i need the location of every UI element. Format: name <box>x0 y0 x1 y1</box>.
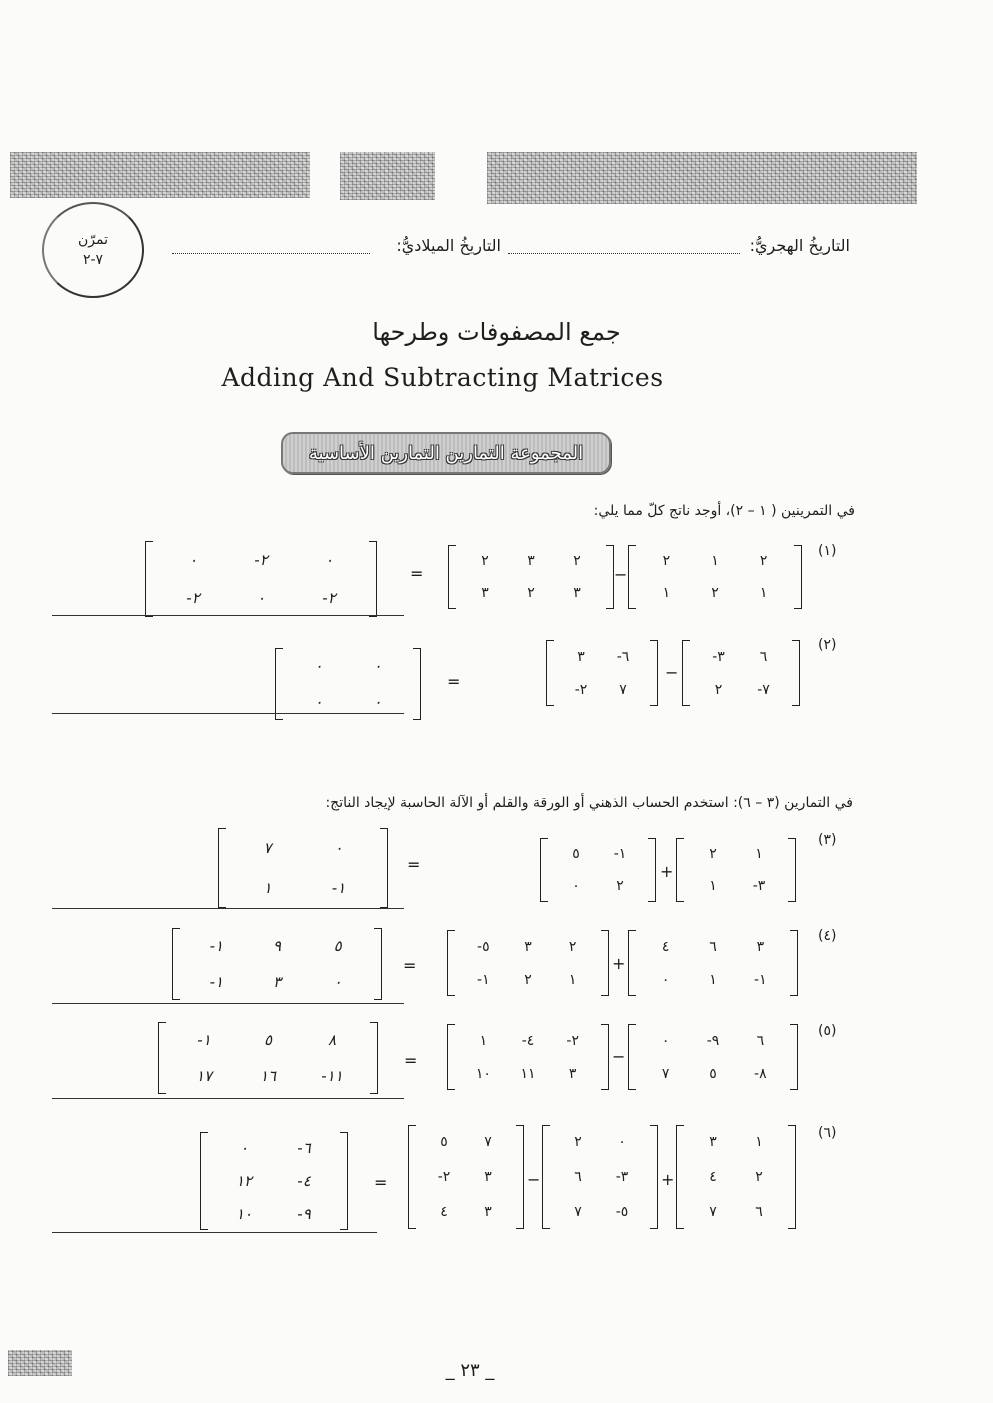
matrix-grid <box>289 648 407 720</box>
matrix-entry: ٥- <box>615 1203 629 1220</box>
matrix-entry: ٩ <box>272 937 282 955</box>
header-pattern-left <box>10 152 310 198</box>
left-bracket <box>540 838 548 902</box>
answer-line <box>52 1003 404 1004</box>
equals-sign: = <box>410 564 424 583</box>
matrix-entry: ٢ <box>527 585 535 601</box>
operator-1: + <box>660 862 674 881</box>
left-bracket <box>275 648 283 720</box>
right-bracket <box>601 1024 609 1090</box>
matrix-a <box>628 1024 798 1090</box>
matrix-entry: ٠ <box>314 657 323 675</box>
matrix-entry: ١- <box>209 937 224 955</box>
equals-sign: = <box>403 956 417 975</box>
exercise-number: (١) <box>818 543 837 559</box>
left-bracket <box>172 928 180 1000</box>
matrix-grid <box>690 1125 782 1229</box>
matrix-entry: ٧ <box>619 681 627 698</box>
matrix-entry: ٠ <box>314 693 323 711</box>
matrix-entry: ٧- <box>757 681 770 698</box>
matrix-entry: ٢ <box>574 1134 582 1151</box>
title-arabic: جمع المصفوفات وطرحها <box>372 318 621 346</box>
matrix-entry: ٠ <box>661 971 670 988</box>
left-bracket <box>145 541 153 617</box>
left-bracket <box>628 545 636 609</box>
matrix-c <box>408 1125 524 1229</box>
matrix-entry: ٢ <box>568 938 577 955</box>
answer-line <box>52 1232 377 1233</box>
matrix-b <box>447 1024 609 1090</box>
matrix-entry: ٦ <box>759 648 768 665</box>
left-bracket <box>408 1125 416 1229</box>
right-bracket <box>369 541 377 617</box>
badge-number: ٧-٢ <box>82 252 104 268</box>
instruction-2: في التمارين (٣ – ٦): استخدم الحساب الذهني أو الورقة والقلم أو الآلة الحاسبة لإيجاد الناتج: <box>325 795 853 811</box>
matrix-entry: ٠ <box>618 1134 626 1151</box>
matrix-entry: ٢- <box>574 681 588 698</box>
matrix-entry: ٦- <box>297 1139 311 1158</box>
matrix-entry: ١- <box>197 1031 211 1049</box>
matrix-entry: ٢ <box>662 553 671 569</box>
right-bracket <box>606 545 614 609</box>
matrix-grid <box>554 838 642 902</box>
matrix-a <box>676 1125 796 1229</box>
hijri-date-field <box>508 252 740 254</box>
left-bracket <box>448 545 456 609</box>
operator-2: − <box>527 1170 541 1189</box>
matrix-entry: ٣- <box>615 1168 629 1185</box>
answer-matrix <box>218 828 388 908</box>
matrix-entry: ٩- <box>297 1204 311 1223</box>
matrix-entry: ١- <box>613 846 627 862</box>
operator-1: + <box>661 1170 675 1189</box>
right-bracket <box>648 838 656 902</box>
matrix-grid <box>642 930 784 996</box>
matrix-entry: ٢- <box>254 551 268 569</box>
left-bracket <box>158 1022 166 1094</box>
matrix-entry: ١- <box>754 971 767 988</box>
matrix-entry: ٤- <box>521 1032 535 1049</box>
matrix-entry: ١ <box>759 585 768 601</box>
right-bracket <box>370 1022 378 1094</box>
left-bracket <box>676 1125 684 1229</box>
matrix-entry: ١- <box>209 973 224 991</box>
matrix-entry: ٦ <box>756 1032 765 1049</box>
matrix-entry: ٥- <box>477 938 490 955</box>
matrix-entry: ٠ <box>239 1139 249 1158</box>
matrix-entry: ٢ <box>616 878 624 894</box>
answer-line <box>52 908 404 909</box>
matrix-entry: ٦- <box>616 648 630 665</box>
matrix-entry: ٤- <box>297 1171 311 1190</box>
matrix-grid <box>696 640 786 706</box>
matrix-entry: ١٠ <box>235 1204 253 1223</box>
exercise-number: (٤) <box>818 928 837 944</box>
left-bracket <box>676 838 684 902</box>
left-bracket <box>542 1125 550 1229</box>
matrix-grid <box>690 838 782 902</box>
exercise-number: (٥) <box>818 1023 837 1039</box>
header-pattern-right <box>487 152 917 204</box>
matrix-grid <box>462 545 600 609</box>
matrix-entry: ٧ <box>574 1203 582 1220</box>
matrix-entry: ١٠ <box>475 1065 491 1082</box>
right-bracket <box>380 828 388 908</box>
matrix-grid <box>560 640 644 706</box>
matrix-entry: ٣ <box>577 648 585 665</box>
exercise-number: (٦) <box>818 1125 837 1141</box>
matrix-entry: ٢ <box>711 585 719 601</box>
matrix-entry: ٢- <box>566 1032 579 1049</box>
instruction-1: في التمرينين ( ١ – ٢)، أوجد ناتج كلّ مما يلي: <box>593 503 855 519</box>
matrix-a <box>682 640 800 706</box>
matrix-entry: ٣ <box>527 553 535 569</box>
matrix-entry: ٠ <box>188 551 198 569</box>
left-bracket <box>628 1024 636 1090</box>
matrix-entry: ١١- <box>321 1067 343 1085</box>
operator-1: − <box>665 663 679 682</box>
matrix-entry: ٠ <box>572 878 580 894</box>
exercise-number: (٣) <box>818 832 837 848</box>
matrix-entry: ٣ <box>573 585 581 601</box>
matrix-entry: ٢- <box>437 1168 451 1185</box>
matrix-entry: ٥ <box>333 937 342 955</box>
answer-matrix <box>275 648 421 720</box>
matrix-grid <box>422 1125 510 1229</box>
right-bracket <box>650 640 658 706</box>
matrix-entry: ٨ <box>327 1031 337 1049</box>
matrix-a <box>676 838 796 902</box>
section-banner <box>281 432 611 474</box>
matrix-b <box>448 545 614 609</box>
matrix-entry: ٢ <box>714 681 723 698</box>
matrix-entry: ٥ <box>263 1031 273 1049</box>
matrix-b <box>546 640 658 706</box>
left-bracket <box>218 828 226 908</box>
equals-sign: = <box>404 1051 418 1070</box>
matrix-entry: ١ <box>711 553 719 569</box>
matrix-entry: ١ <box>479 1032 488 1049</box>
matrix-entry: ٥ <box>709 1065 717 1082</box>
right-bracket <box>374 928 382 1000</box>
matrix-entry: ٧ <box>263 839 272 857</box>
matrix-entry: ٦ <box>574 1168 582 1185</box>
answer-matrix <box>145 541 377 617</box>
matrix-entry: ١ <box>709 971 717 988</box>
matrix-entry: ١- <box>331 879 346 897</box>
matrix-entry: ٣ <box>709 1134 717 1151</box>
matrix-entry: ٤ <box>709 1168 717 1185</box>
answer-line <box>52 1098 404 1099</box>
matrix-entry: ١ <box>662 585 671 601</box>
matrix-entry: ٣ <box>484 1168 492 1185</box>
matrix-entry: ٠ <box>333 973 342 991</box>
title-english: Adding And Subtracting Matrices <box>221 363 664 392</box>
matrix-entry: ٠ <box>373 693 382 711</box>
exercise-badge <box>42 202 144 298</box>
matrix-entry: ١ <box>568 971 577 988</box>
right-bracket <box>794 545 802 609</box>
matrix-entry: ٢- <box>322 589 336 607</box>
section-banner-text: المجموعة التمارين التمارين الأساسية <box>308 442 584 464</box>
matrix-grid <box>642 545 788 609</box>
matrix-grid <box>172 1022 364 1094</box>
matrix-entry: ٣ <box>524 938 532 955</box>
matrix-entry: ٤ <box>440 1203 448 1220</box>
right-bracket <box>650 1125 658 1229</box>
equals-sign: = <box>407 855 421 874</box>
answer-matrix <box>172 928 382 1000</box>
matrix-entry: ١ <box>709 878 717 894</box>
matrix-grid <box>186 928 368 1000</box>
matrix-entry: ٠ <box>373 657 382 675</box>
equals-sign: = <box>374 1173 388 1192</box>
matrix-entry: ٧ <box>484 1134 492 1151</box>
matrix-entry: ١- <box>477 971 490 988</box>
matrix-entry: ٦ <box>755 1203 763 1220</box>
matrix-entry: ٠ <box>324 551 334 569</box>
matrix-entry: ٩- <box>706 1032 720 1049</box>
left-bracket <box>682 640 690 706</box>
matrix-b <box>447 930 609 996</box>
left-bracket <box>628 930 636 996</box>
matrix-entry: ٣- <box>752 878 766 894</box>
operator-1: + <box>612 954 626 973</box>
right-bracket <box>790 930 798 996</box>
hijri-date-label: التاريخُ الهجريُّ: <box>749 236 850 255</box>
matrix-grid <box>461 930 595 996</box>
answer-line <box>52 713 404 714</box>
page-number: _ ٢٣ _ <box>445 1360 495 1381</box>
matrix-entry: ٥ <box>440 1134 448 1151</box>
matrix-entry: ٢ <box>755 1168 763 1185</box>
matrix-entry: ٧ <box>661 1065 670 1082</box>
matrix-b <box>540 838 656 902</box>
matrix-grid <box>556 1125 644 1229</box>
badge-label: تمرّن <box>78 232 108 248</box>
matrix-entry: ٠ <box>661 1032 670 1049</box>
matrix-entry: ١٧ <box>195 1067 213 1085</box>
matrix-grid <box>232 828 374 908</box>
gregorian-date-label: التاريخُ الميلاديُّ: <box>396 236 501 255</box>
equals-sign: = <box>447 672 461 691</box>
right-bracket <box>792 640 800 706</box>
left-bracket <box>447 1024 455 1090</box>
matrix-entry: ٢ <box>481 553 489 569</box>
matrix-entry: ٠ <box>334 839 343 857</box>
header-pattern-middle <box>340 152 435 200</box>
matrix-entry: ١١ <box>520 1065 536 1082</box>
matrix-grid <box>642 1024 784 1090</box>
matrix-entry: ١ <box>755 846 763 862</box>
exercise-number: (٢) <box>818 637 837 653</box>
left-bracket <box>447 930 455 996</box>
left-bracket <box>200 1132 208 1230</box>
matrix-entry: ٢ <box>573 553 581 569</box>
matrix-a <box>628 930 798 996</box>
right-bracket <box>340 1132 348 1230</box>
right-bracket <box>413 648 421 720</box>
matrix-entry: ١ <box>263 879 272 897</box>
matrix-entry: ٣ <box>756 938 765 955</box>
matrix-entry: ٢ <box>524 971 532 988</box>
matrix-entry: ٢ <box>759 553 768 569</box>
matrix-entry: ١ <box>755 1134 763 1151</box>
operator-1: − <box>612 1047 626 1066</box>
matrix-entry: ٢- <box>186 589 200 607</box>
matrix-grid <box>461 1024 595 1090</box>
left-bracket <box>546 640 554 706</box>
matrix-entry: ٣- <box>712 648 725 665</box>
right-bracket <box>788 838 796 902</box>
matrix-a <box>628 545 802 609</box>
matrix-entry: ٣ <box>484 1203 492 1220</box>
matrix-entry: ٣ <box>481 585 489 601</box>
matrix-grid <box>214 1132 334 1230</box>
matrix-entry: ١٦ <box>259 1067 277 1085</box>
matrix-entry: ٤ <box>661 938 670 955</box>
right-bracket <box>516 1125 524 1229</box>
matrix-entry: ١٢ <box>235 1171 253 1190</box>
right-bracket <box>601 930 609 996</box>
answer-matrix <box>158 1022 378 1094</box>
gregorian-date-field <box>172 252 370 254</box>
matrix-entry: ٦ <box>709 938 717 955</box>
matrix-grid <box>159 541 363 617</box>
matrix-entry: ٣ <box>568 1065 577 1082</box>
matrix-entry: ٧ <box>709 1203 717 1220</box>
matrix-entry: ٨- <box>754 1065 767 1082</box>
right-bracket <box>790 1024 798 1090</box>
matrix-entry: ٣ <box>272 973 282 991</box>
operator-1: − <box>614 565 628 584</box>
matrix-b <box>542 1125 658 1229</box>
matrix-entry: ٠ <box>256 589 266 607</box>
answer-matrix <box>200 1132 348 1230</box>
matrix-entry: ٥ <box>572 846 580 862</box>
right-bracket <box>788 1125 796 1229</box>
matrix-entry: ٢ <box>709 846 717 862</box>
answer-line <box>52 615 404 616</box>
